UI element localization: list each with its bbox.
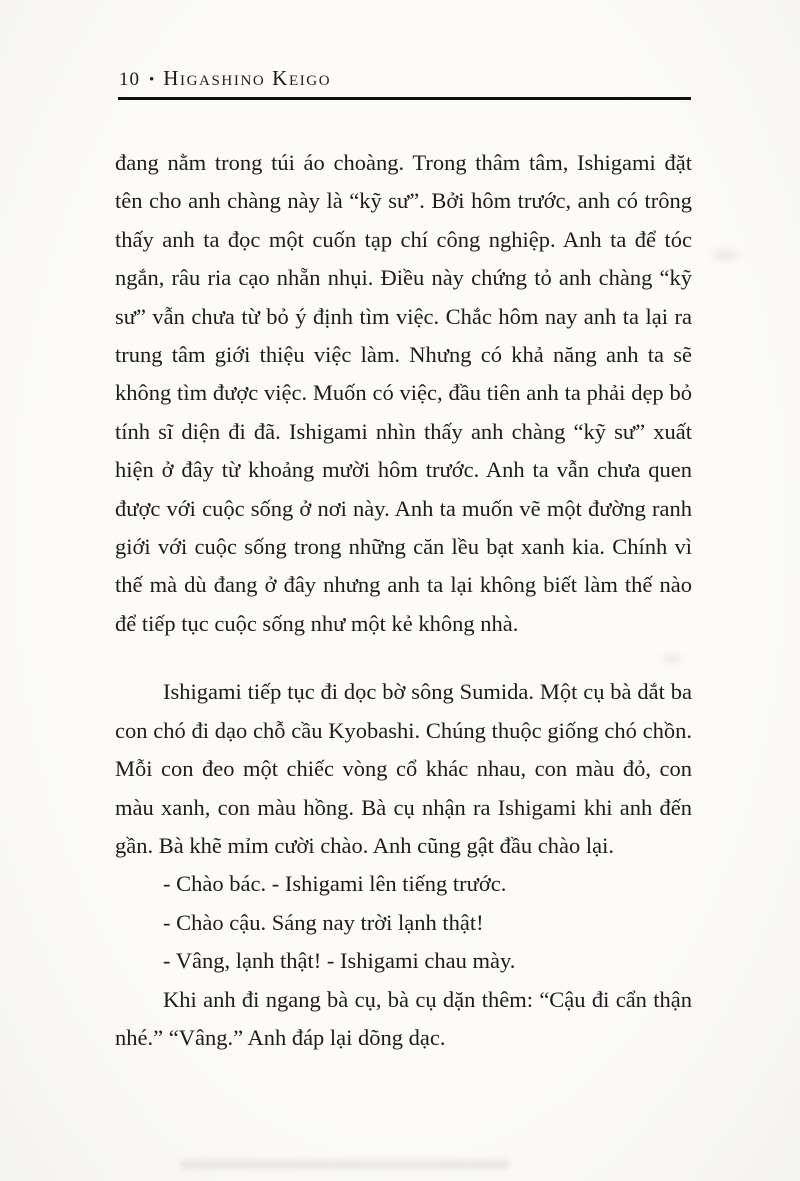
header-separator-dot: • [149,72,155,88]
paragraph-continuation: đang nằm trong túi áo choàng. Trong thâm tâm, Ishigami đặt tên cho anh chàng này là “kỹ sư”. Bởi hôm trước, anh có trông thấy anh ta đọc một cuốn tạp chí công nghiệp. Anh ta để tóc ngắn, râu ria cạo nhẵn nhụi. Điều này chứng tỏ anh chàng “kỹ sư” vẫn chưa từ bỏ ý định tìm việc. Chắc hôm nay anh ta lại ra trung tâm giới thiệu việc làm. Nhưng có khả năng anh ta sẽ không tìm được việc. Muốn có việc, đầu tiên anh ta phải dẹp bỏ tính sĩ diện đi đã. Ishigami nhìn thấy anh chàng “kỹ sư” xuất hiện ở đây từ khoảng mười hôm trước. Anh ta vẫn chưa quen được với cuộc sống ở nơi này. Anh ta muốn vẽ một đường ranh giới với cuộc sống trong những căn lều bạt xanh kia. Chính vì thế mà dù đang ở đây nhưng anh ta lại không biết làm thế nào để tiếp tục cuộc sống như một kẻ không nhà. [115,150,692,636]
dialogue-line: - Vâng, lạnh thật! - Ishigami chau mày. [163,948,516,974]
dialogue-line: - Chào bác. - Ishigami lên tiếng trước. [163,871,507,897]
paragraph: Khi anh đi ngang bà cụ, bà cụ dặn thêm: “Cậu đi cẩn thận nhé.” “Vâng.” Anh đáp lại dõng dạc. [115,986,692,1050]
scan-artifact [712,250,738,260]
paragraph: Ishigami tiếp tục đi dọc bờ sông Sumida. Một cụ bà dắt ba con chó đi dạo chỗ cầu Kyobashi. Chúng thuộc giống chó chồn. Mỗi con đeo một chiếc vòng cổ khác nhau, con màu đỏ, con màu xanh, con màu hồng. Bà cụ nhận ra Ishigami khi anh đến gần. Bà khẽ mỉm cười chào. Anh cũng gật đầu chào lại. [115,679,692,858]
page-header [119,66,331,91]
page-body [115,144,692,1057]
scan-artifact [662,655,682,663]
author-name: Higashino Keigo [163,66,332,90]
page-number: 10 [119,69,140,90]
dialogue-line: - Chào cậu. Sáng nay trời lạnh thật! [163,909,484,935]
scan-artifact [180,1160,510,1169]
header-rule [118,97,691,100]
